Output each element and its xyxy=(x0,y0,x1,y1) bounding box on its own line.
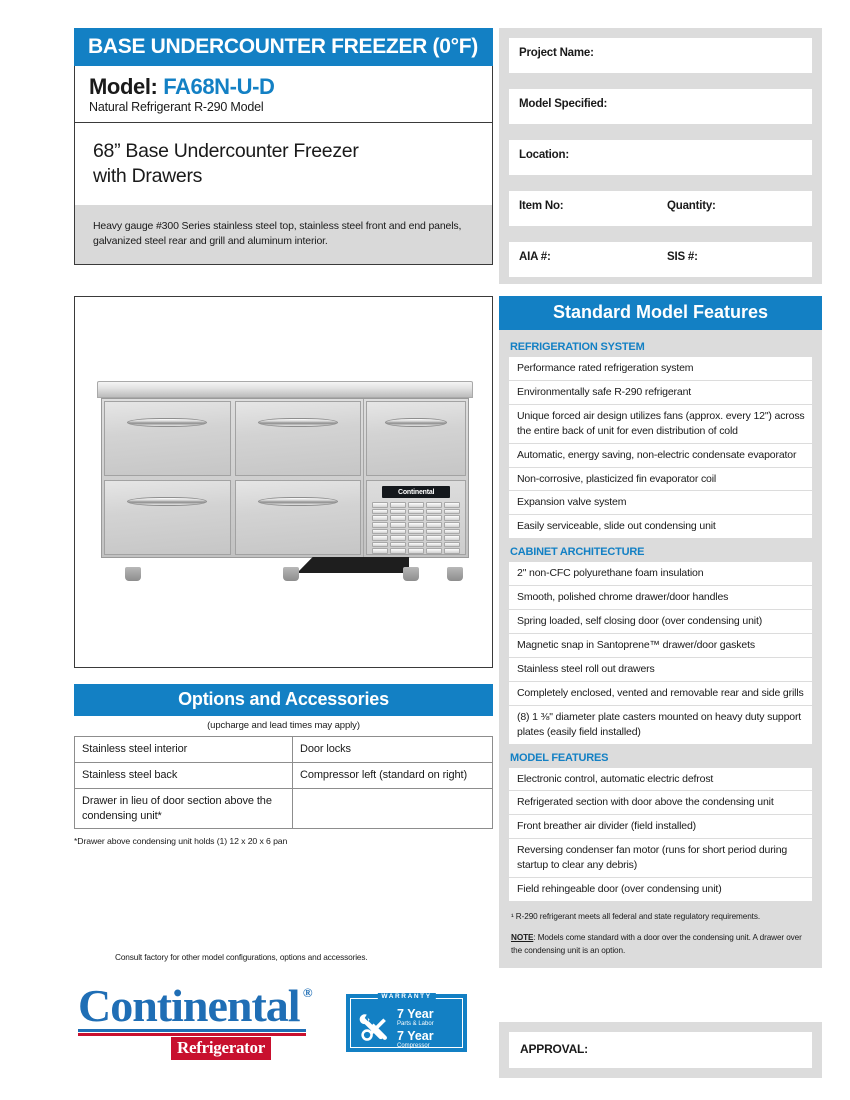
table-row xyxy=(75,788,493,829)
page-title: BASE UNDERCOUNTER FREEZER (0°F) xyxy=(74,28,493,66)
field-model-specified[interactable] xyxy=(509,89,812,124)
condenser-grill-section xyxy=(366,480,466,555)
field-location[interactable] xyxy=(509,140,812,175)
option-cell: Stainless steel interior xyxy=(75,737,293,763)
section-title-cabinet: CABINET ARCHITECTURE xyxy=(510,546,645,559)
warranty-compressor-scope: Compressor xyxy=(397,1043,430,1050)
feature-item: Performance rated refrigeration system xyxy=(509,357,812,380)
model-line xyxy=(89,75,492,99)
field-item-no[interactable] xyxy=(509,191,812,226)
feature-item: Easily serviceable, slide out condensing unit xyxy=(509,515,812,538)
section-title-refrigeration: REFRIGERATION SYSTEM xyxy=(510,341,645,353)
left-column xyxy=(74,28,493,265)
warranty-terms xyxy=(397,999,462,1050)
handle-icon xyxy=(127,497,207,506)
logo-wordmark xyxy=(78,980,312,1031)
louver-grill xyxy=(372,502,460,554)
model-label: Model: xyxy=(89,74,158,99)
feature-item: Reversing condenser fan motor (runs for short period during startup to clear any debris) xyxy=(509,839,812,877)
cabinet-body xyxy=(101,398,469,558)
feature-item: Completely enclosed, vented and removable rear and side grills xyxy=(509,682,812,705)
field-label-sis: SIS #: xyxy=(667,251,698,263)
options-subheading: (upcharge and lead times may apply) xyxy=(207,720,360,731)
feature-item: Stainless steel roll out drawers xyxy=(509,658,812,681)
description-box xyxy=(74,123,493,265)
feature-item: Non-corrosive, plasticized fin evaporator coil xyxy=(509,468,812,491)
logo-text: Continental xyxy=(78,980,300,1031)
feature-item: Refrigerated section with door above the condensing unit xyxy=(509,791,812,814)
options-heading: Options and Accessories xyxy=(74,684,493,716)
feature-item: Smooth, polished chrome drawer/door handles xyxy=(509,586,812,609)
feature-item: (8) 1 ⅜" diameter plate casters mounted on heavy duty support plates (easily field installed) xyxy=(509,706,812,744)
field-aia[interactable] xyxy=(509,242,812,277)
warranty-badge xyxy=(346,994,467,1052)
drawer xyxy=(104,480,231,555)
note-label: NOTE xyxy=(511,933,534,943)
field-label: AIA #: xyxy=(519,251,551,263)
model-number: FA68N-U-D xyxy=(163,74,275,99)
feature-item: Front breather air divider (field installed) xyxy=(509,815,812,838)
description-line-2: with Drawers xyxy=(93,164,203,187)
options-and-accessories xyxy=(74,684,493,846)
approval-panel xyxy=(499,1022,822,1078)
drawer xyxy=(235,401,362,476)
field-label: APPROVAL: xyxy=(520,1042,588,1056)
warranty-frame xyxy=(350,993,463,1050)
field-approval[interactable] xyxy=(509,1032,812,1068)
model-box xyxy=(74,66,493,123)
description-line-1: 68” Base Undercounter Freezer xyxy=(93,139,359,162)
features-body xyxy=(499,296,822,957)
option-cell: Compressor left (standard on right) xyxy=(293,762,493,788)
feature-item: Environmentally safe R-290 refrigerant xyxy=(509,381,812,404)
field-label-quantity: Quantity: xyxy=(667,200,716,212)
caster xyxy=(403,567,419,581)
drawer xyxy=(235,480,362,555)
freezer-illustration xyxy=(97,381,473,581)
field-label: Model Specified: xyxy=(519,98,608,110)
warranty-title: WARRANTY xyxy=(377,993,435,1000)
condensing-unit-section xyxy=(363,399,468,557)
feature-item: Magnetic snap in Santoprene™ drawer/door gaskets xyxy=(509,634,812,657)
refrigerant-footnote: ¹ R-290 refrigerant meets all federal and state regulatory requirements. xyxy=(511,911,761,921)
warranty-parts-years: 7 Year xyxy=(397,1007,434,1021)
construction-text: Heavy gauge #300 Series stainless steel top, stainless steel front and end panels, galvanized steel rear and grill and aluminum interior. xyxy=(75,205,492,264)
field-label: Location: xyxy=(519,149,569,161)
handle-icon xyxy=(258,497,338,506)
brand-logo xyxy=(78,980,318,1060)
condensing-unit-note xyxy=(499,923,822,957)
model-subtitle: Natural Refrigerant R-290 Model xyxy=(89,99,264,114)
field-project-name[interactable] xyxy=(509,38,812,73)
field-label: Item No: xyxy=(519,200,564,212)
door-over-condensing-unit xyxy=(366,401,466,476)
options-table xyxy=(74,736,493,829)
caster xyxy=(283,567,299,581)
stainless-steel-top xyxy=(97,381,473,398)
caster xyxy=(125,567,141,581)
option-cell: Door locks xyxy=(293,737,493,763)
feature-item: Automatic, energy saving, non-electric condensate evaporator xyxy=(509,444,812,467)
option-cell xyxy=(293,788,493,829)
option-cell: Stainless steel back xyxy=(75,762,293,788)
warranty-compressor-years: 7 Year xyxy=(397,1029,434,1044)
handle-icon xyxy=(385,418,448,427)
feature-item: Unique forced air design utilizes fans (approx. every 12") across the entire back of unit for even distribution of cold xyxy=(509,405,812,443)
section-title-model: MODEL FEATURES xyxy=(510,751,609,764)
product-description xyxy=(75,123,492,205)
wrench-screwdriver-icon xyxy=(351,999,397,1047)
registered-mark: ® xyxy=(302,985,312,1000)
product-image xyxy=(74,296,493,668)
warranty-parts-scope: Parts & Labor xyxy=(397,1021,434,1028)
logo-subtext: Refrigerator xyxy=(171,1037,271,1060)
note-text: : Models come standard with a door over the condensing unit. A drawer over the condensing unit is an option. xyxy=(511,933,802,955)
drawer-bank xyxy=(102,399,363,557)
drawer-row-lower xyxy=(102,478,363,557)
standard-features-panel xyxy=(499,296,822,968)
table-row xyxy=(75,762,493,788)
project-info-panel xyxy=(499,28,822,284)
feature-item: 2" non-CFC polyurethane foam insulation xyxy=(509,562,812,585)
nameplate-logo: Continental xyxy=(382,486,450,498)
feature-item: Expansion valve system xyxy=(509,491,812,514)
field-label: Project Name: xyxy=(519,47,594,59)
caster xyxy=(447,567,463,581)
handle-icon xyxy=(258,418,338,427)
options-footnote: *Drawer above condensing unit holds (1) 12 x 20 x 6 pan xyxy=(74,836,288,847)
drawer-row-upper xyxy=(102,399,363,478)
drawer xyxy=(104,401,231,476)
handle-icon xyxy=(127,418,207,427)
features-heading: Standard Model Features xyxy=(499,296,822,330)
feature-item: Electronic control, automatic electric defrost xyxy=(509,768,812,791)
base-plinth xyxy=(297,557,409,573)
feature-item: Field rehingeable door (over condensing unit) xyxy=(509,878,812,901)
feature-item: Spring loaded, self closing door (over condensing unit) xyxy=(509,610,812,633)
consult-factory-note: Consult factory for other model configurations, options and accessories. xyxy=(115,952,368,962)
logo-rule-red xyxy=(78,1033,306,1036)
option-cell: Drawer in lieu of door section above the condensing unit* xyxy=(75,788,293,829)
table-row xyxy=(75,737,493,763)
